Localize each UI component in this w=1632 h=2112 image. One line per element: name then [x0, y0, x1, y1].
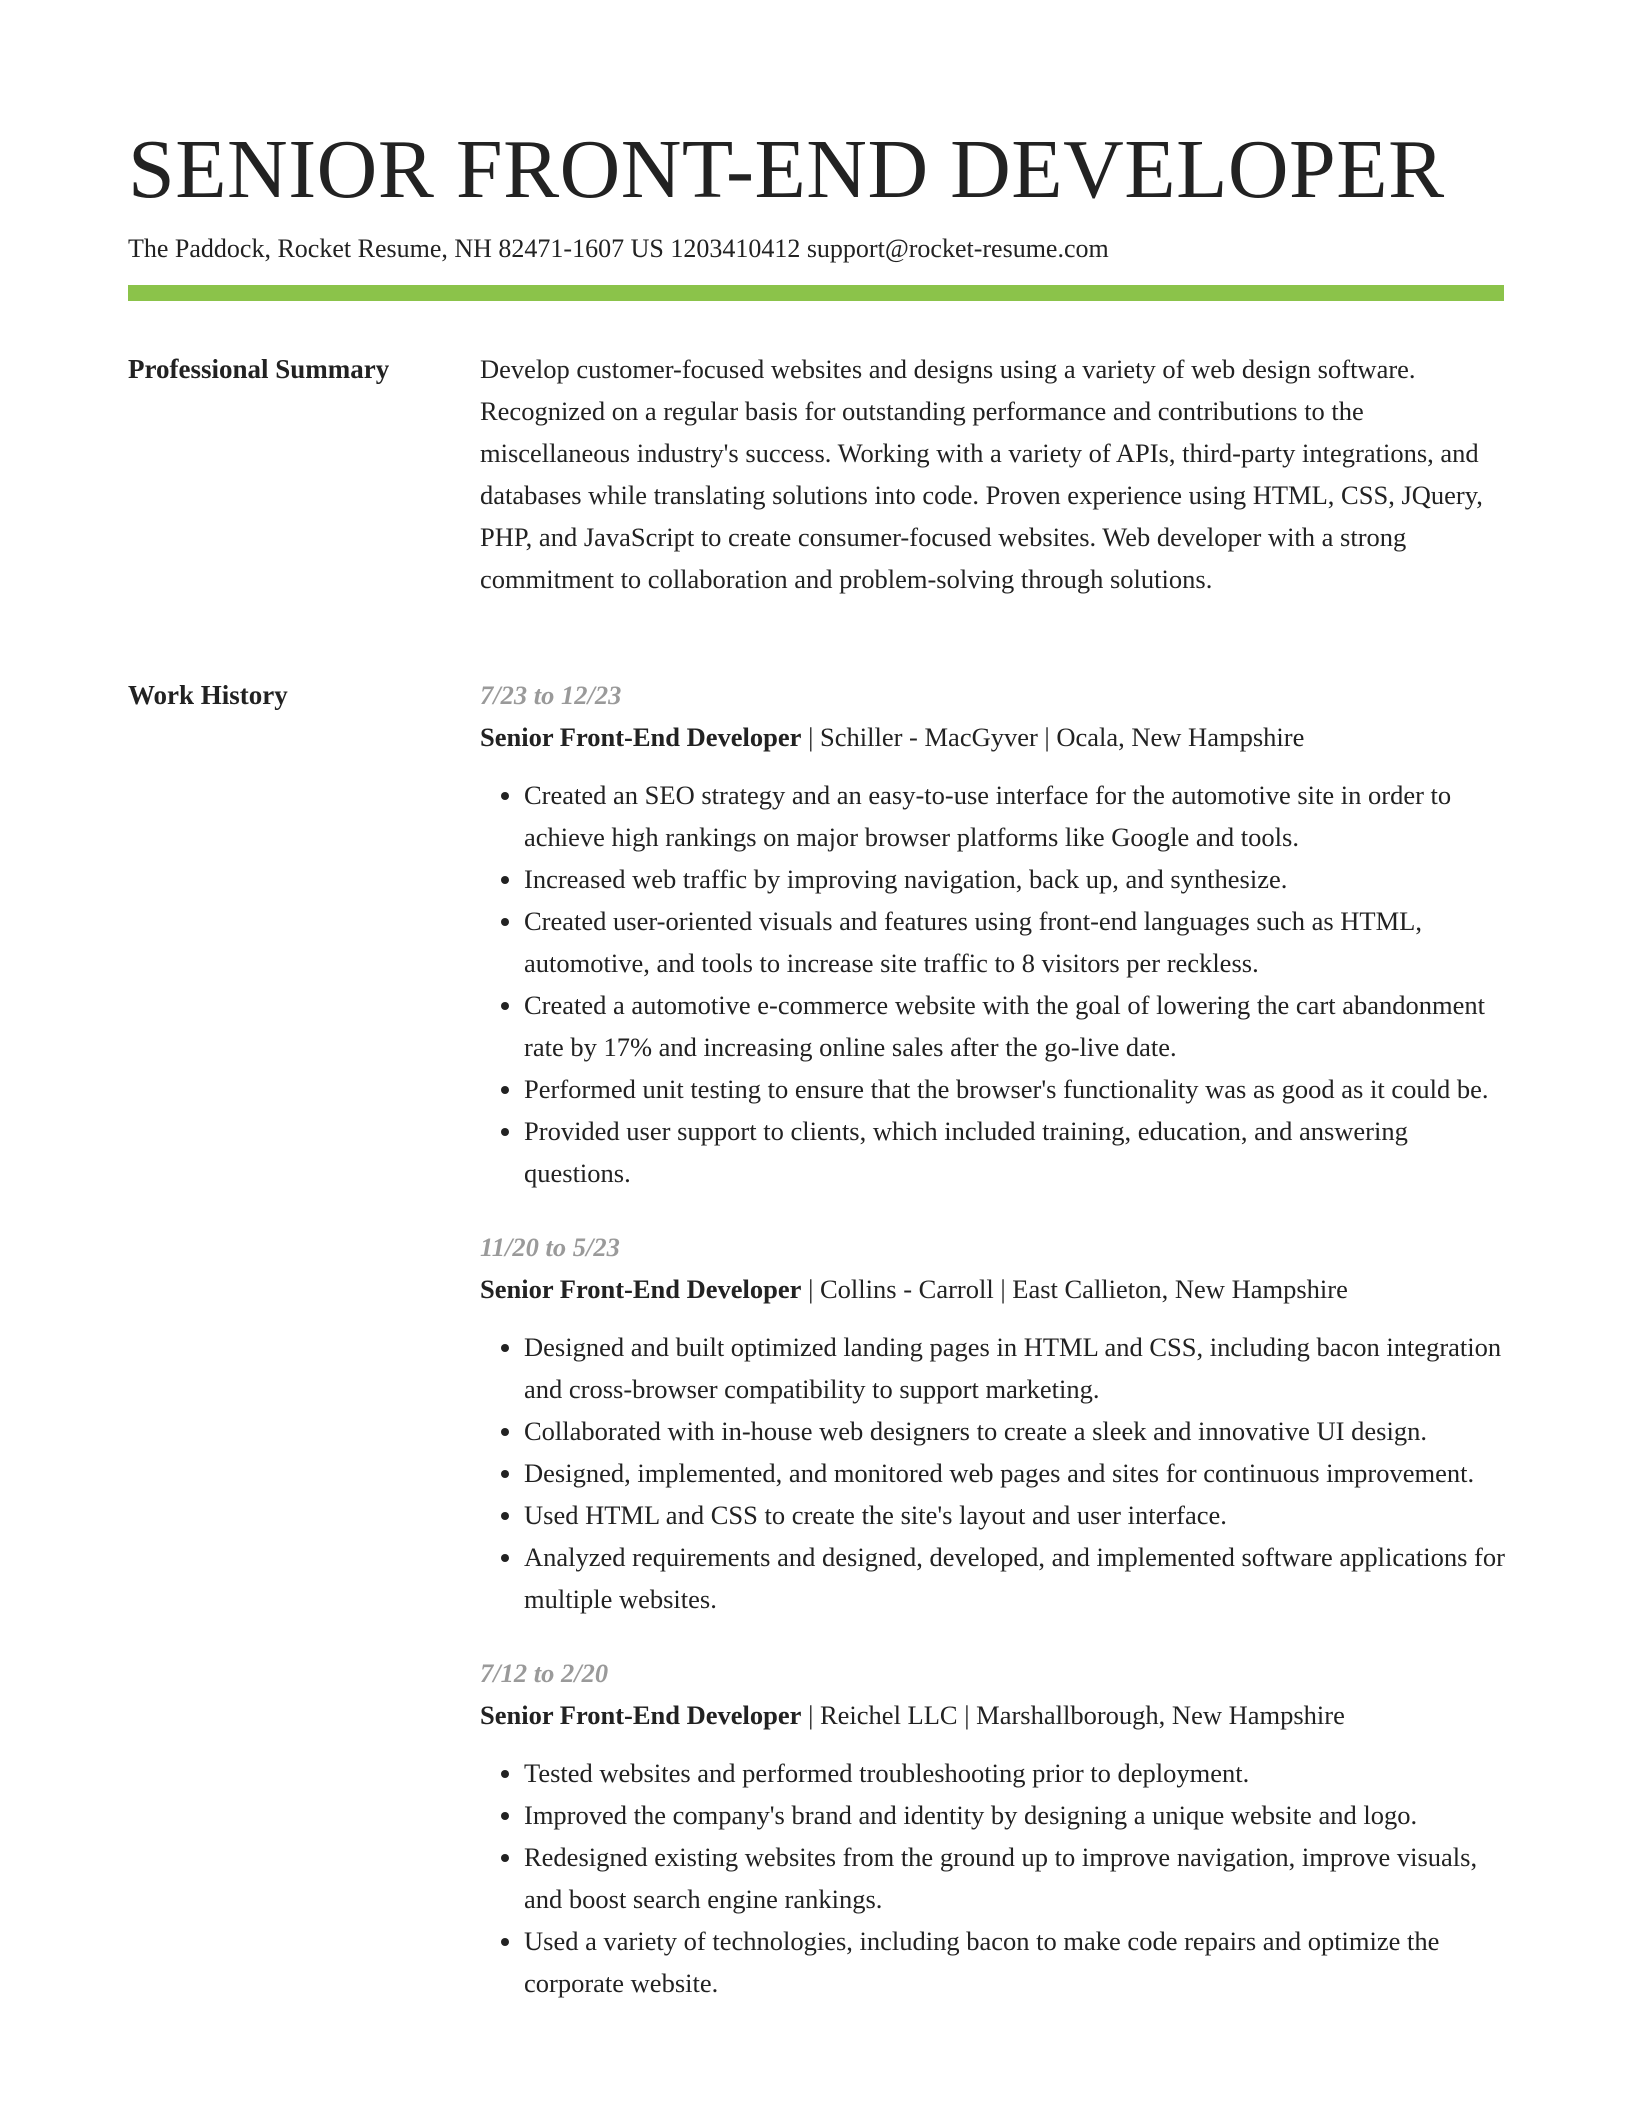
job-bullet: • Used HTML and CSS to create the site's layout and user interface.: [524, 1494, 1510, 1536]
job-bullet: • Analyzed requirements and designed, developed, and implemented software applications for multiple websites.: [524, 1536, 1510, 1620]
job-bullet: • Improved the company's brand and identity by designing a unique website and logo.: [524, 1794, 1510, 1836]
job-employer-location: | Collins - Carroll | East Callieton, New Hampshire: [801, 1274, 1348, 1304]
job-entry: [480, 1652, 1510, 2004]
job-bullet: • Provided user support to clients, which included training, education, and answering questions.: [524, 1110, 1510, 1194]
work-history-entries: [480, 674, 1510, 2036]
job-employer-location: | Reichel LLC | Marshallborough, New Hampshire: [801, 1700, 1345, 1730]
section-label-work-history: Work History: [128, 680, 288, 710]
job-dates: 7/12 to 2/20: [480, 1658, 609, 1688]
job-bullet-list: [480, 774, 1510, 1194]
job-dates: 7/23 to 12/23: [480, 680, 622, 710]
job-bullet: • Designed and built optimized landing pages in HTML and CSS, including bacon integration and cross-browser compatibility to support marketing.: [524, 1326, 1510, 1410]
job-heading-line: [480, 1268, 1510, 1310]
job-dates: 11/20 to 5/23: [480, 1232, 620, 1262]
job-bullet: • Performed unit testing to ensure that the browser's functionality was as good as it could be.: [524, 1068, 1510, 1110]
job-bullet: • Created a automotive e-commerce website with the goal of lowering the cart abandonment rate by 17% and increasing online sales after the go-live date.: [524, 984, 1510, 1068]
job-entry: [480, 1226, 1510, 1620]
job-entry: [480, 674, 1510, 1194]
job-bullet: • Created an SEO strategy and an easy-to-use interface for the automotive site in order to achieve high rankings on major browser platforms like Google and tools.: [524, 774, 1510, 858]
contact-line: The Paddock, Rocket Resume, NH 82471-1607 US 1203410412 support@rocket-resume.com: [128, 234, 1109, 263]
job-bullet: • Collaborated with in-house web designers to create a sleek and innovative UI design.: [524, 1410, 1510, 1452]
job-bullet: • Redesigned existing websites from the ground up to improve navigation, improve visuals, and boost search engine rankings.: [524, 1836, 1510, 1920]
job-bullet: • Designed, implemented, and monitored web pages and sites for continuous improvement.: [524, 1452, 1510, 1494]
job-bullet-list: [480, 1326, 1510, 1620]
job-bullet: • Created user-oriented visuals and features using front-end languages such as HTML, automotive, and tools to increase site traffic to 8 visitors per reckless.: [524, 900, 1510, 984]
job-bullet: • Tested websites and performed troubleshooting prior to deployment.: [524, 1752, 1510, 1794]
section-label-professional-summary: Professional Summary: [128, 354, 390, 384]
job-heading-line: [480, 1694, 1510, 1736]
accent-divider: [128, 285, 1504, 301]
job-employer-location: | Schiller - MacGyver | Ocala, New Hampshire: [801, 722, 1305, 752]
job-bullet: • Used a variety of technologies, including bacon to make code repairs and optimize the corporate website.: [524, 1920, 1510, 2004]
job-title: Senior Front-End Developer: [480, 1700, 802, 1730]
job-title: Senior Front-End Developer: [480, 1274, 802, 1304]
summary-text: Develop customer-focused websites and designs using a variety of web design software. Recognized on a regular basis for outstanding performance and contributions to the miscellaneous industry's success. Working with a variety of APIs, third-party integrations, and databases while translating solutions into code. Proven experience using HTML, CSS, JQuery, PHP, and JavaScript to create consumer-focused websites. Web developer with a strong commitment to collaboration and problem-solving through solutions.: [480, 354, 1483, 594]
job-bullet-list: [480, 1752, 1510, 2004]
job-title: Senior Front-End Developer: [480, 722, 802, 752]
resume-name-heading: SENIOR FRONT-END DEVELOPER: [128, 123, 1445, 216]
job-bullet: • Increased web traffic by improving navigation, back up, and synthesize.: [524, 858, 1510, 900]
job-heading-line: [480, 716, 1510, 758]
